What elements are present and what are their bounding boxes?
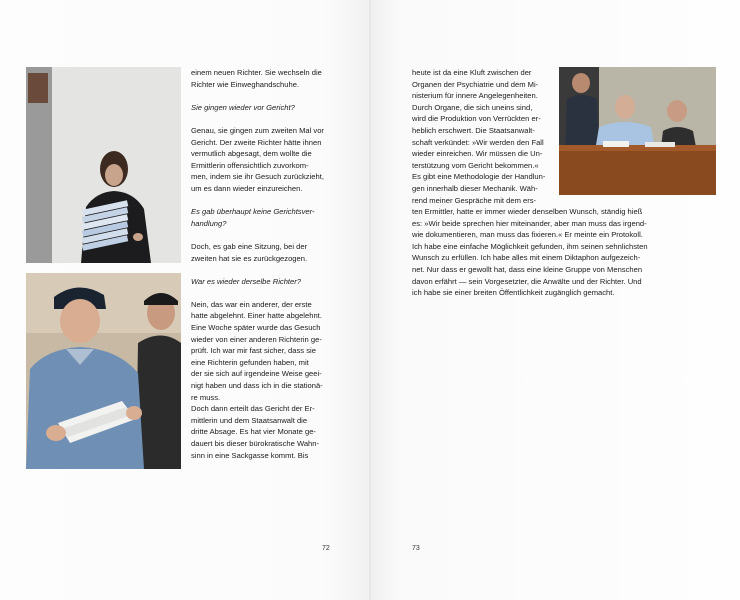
page-number-left: 72 [322, 545, 330, 552]
photo-woman-with-folders [26, 67, 181, 263]
page-number-right: 73 [412, 545, 420, 552]
book-gutter [369, 0, 371, 600]
interview-question: Es gab überhaupt keine Gerichtsver- handlung? [191, 207, 315, 228]
interview-question: Sie gingen wieder vor Gericht? [191, 102, 295, 112]
right-page-wide-text: ten Ermittler, hatte er immer wieder denselben Wunsch, ständig hieß es: »Wir beide sprechen hier miteinander, aber man muss das irgend- wie dokumentieren, man muss das fixieren.« Er meinte ein Protokoll. Ich habe eine einfache Möglichkeit gefunden, ihm seinen sehnlichsten Wunsch zu erfüllen. Ich habe alles mit einem Diktaphon aufgezeich- net. Nur dass er gewollt hat, dass eine kleine Gruppe von Menschen davon erfährt — sein Vorgesetzter, die Anwälte und der Richter. Und ich habe sie einer breiten Öffentlichkeit zugänglich gemacht. [412, 207, 648, 298]
paragraph: Nein, das war ein anderer, der erste hatte abgelehnt. Einer hatte abgelehnt. Eine Woche später wurde das Gesuch wieder von einer anderen Richterin ge- prüft. Ich war mir fast sicher, dass sie eine Richterin gefunden haben, mit der sie sich auf irgendeine Weise geei- nigt haben und dass ich in die stationä- re muss. [191, 299, 323, 402]
right-page-narrow-text: heute ist da eine Kluft zwischen der Organen der Psychiatrie und dem Mi- nisterium für innere Angelegenheiten. Durch Organe, die sich uneins sind, wird die Produktion von Verrückten er- heblich erschwert. Die Staatsanwalt- schaft verkündet: »Wir werden den Fall wieder einreichen. Wir müssen die Un- terstützung vom Gericht bekommen.« Es gibt eine Methodologie der Handlun- gen innerhalb dieser Mechanik. Wäh- rend meiner Gespräche mit dem ers- [412, 68, 546, 205]
paragraph: Doch dann erteilt das Gericht der Er- mittlerin und dem Staatsanwalt die dritte Absage. Es hat vier Monate ge- dauert bis dieser bürokratische Wahn- sinn in eine Sackgasse kommt. Bis [191, 404, 320, 460]
paragraph: Doch, es gab eine Sitzung, bei der zweiten hat sie es zurückgezogen. [191, 241, 308, 263]
left-page-text [191, 67, 341, 473]
photo-courtroom-table [559, 67, 716, 195]
photo-officer-reading [26, 273, 181, 469]
interview-question: War es wieder derselbe Richter? [191, 276, 302, 286]
paragraph: einem neuen Richter. Sie wechseln die Richter wie Einweghandschuhe. [191, 68, 322, 89]
paragraph: Genau, sie gingen zum zweiten Mal vor Gericht. Der zweite Richter hätte ihnen vermutlich abgesagt, dem wollte die Ermittlerin offensichtlich zuvorkom- men, indem sie ihr Gesuch zurückzieht, um es dann wieder einzureichen. [191, 125, 324, 193]
